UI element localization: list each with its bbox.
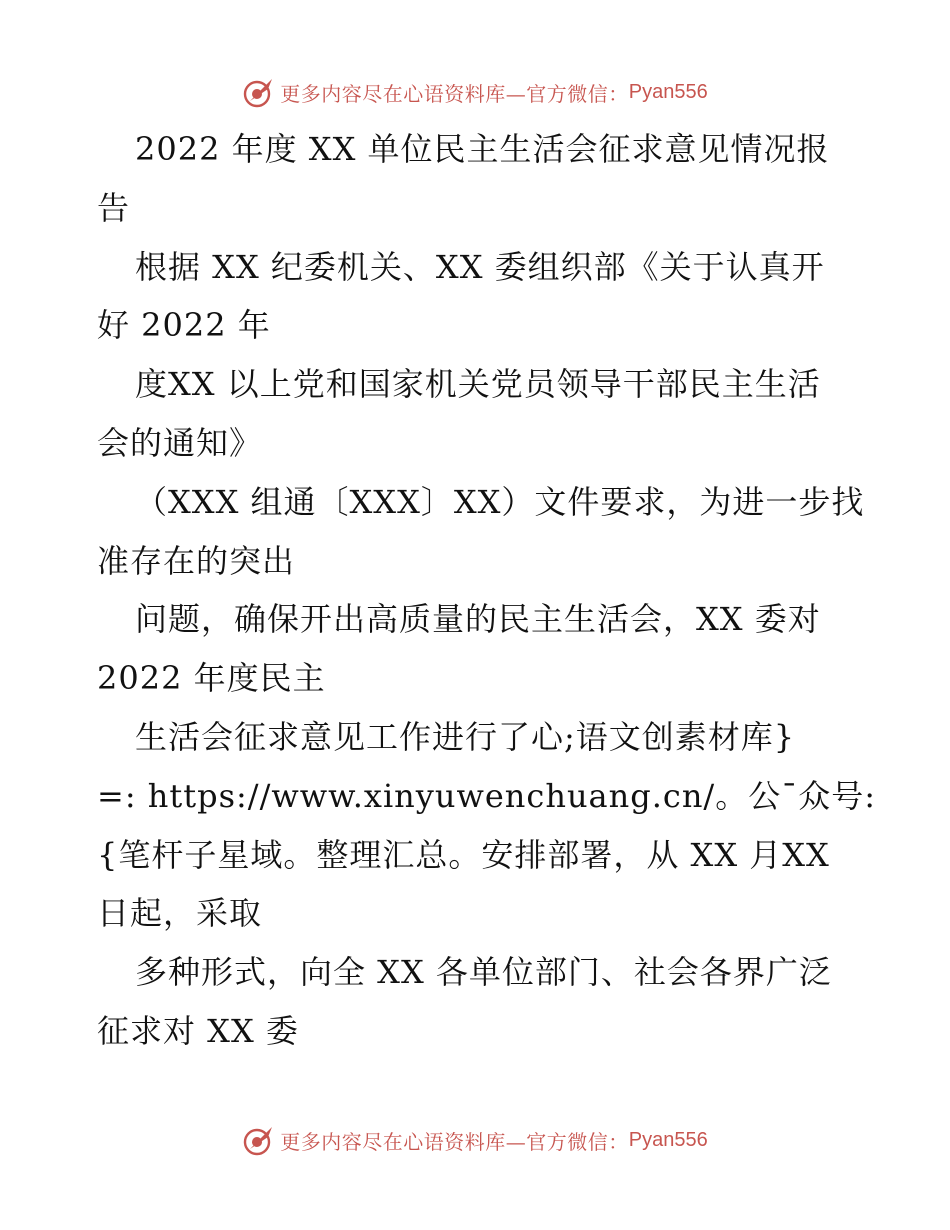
- text-line: 问题，确保开出高质量的民主生活会，XX 委对: [135, 600, 821, 639]
- text-line: 准存在的突出: [97, 541, 296, 580]
- text-line: =: https://www.xinyuwenchuang.cn/。公¯众号:: [97, 776, 876, 815]
- banner-contact: Pyan556: [628, 1128, 708, 1151]
- banner-text: 更多内容尽在心语资料库—官方微信：: [280, 81, 629, 106]
- text-line: {笔杆子星域。整理汇总。安排部署，从 XX 月XX: [97, 835, 830, 874]
- text-line: 日起，采取: [97, 894, 263, 933]
- text-line: 多种形式，向全 XX 各单位部门、社会各界广泛: [135, 953, 832, 992]
- text-line: 告: [97, 188, 131, 227]
- footer-banner: [0, 1120, 950, 1160]
- text-line: 根据 XX 纪委机关、XX 委组织部《关于认真开: [135, 247, 825, 286]
- text-line: 度XX 以上党和国家机关党员领导干部民主生活: [135, 365, 821, 404]
- text-line: （XXX 组通〔XXX〕XX）文件要求，为进一步找: [135, 482, 865, 521]
- header-banner: [0, 72, 950, 112]
- text-line: 2022 年度民主: [97, 659, 326, 698]
- quill-logo-icon: [242, 75, 276, 109]
- document-title-line: 2022 年度 XX 单位民主生活会征求意见情况报: [135, 130, 830, 168]
- quill-logo-icon: [242, 1123, 276, 1157]
- text-line: 好 2022 年: [97, 306, 271, 345]
- document-body: [97, 120, 876, 1061]
- text-line: 会的通知》: [97, 423, 263, 462]
- text-line: 生活会征求意见工作进行了心;语文创素材库}: [135, 717, 796, 756]
- text-line: 征求对 XX 委: [97, 1011, 299, 1050]
- banner-text: 更多内容尽在心语资料库—官方微信：: [280, 1129, 629, 1154]
- banner-contact: Pyan556: [628, 80, 708, 103]
